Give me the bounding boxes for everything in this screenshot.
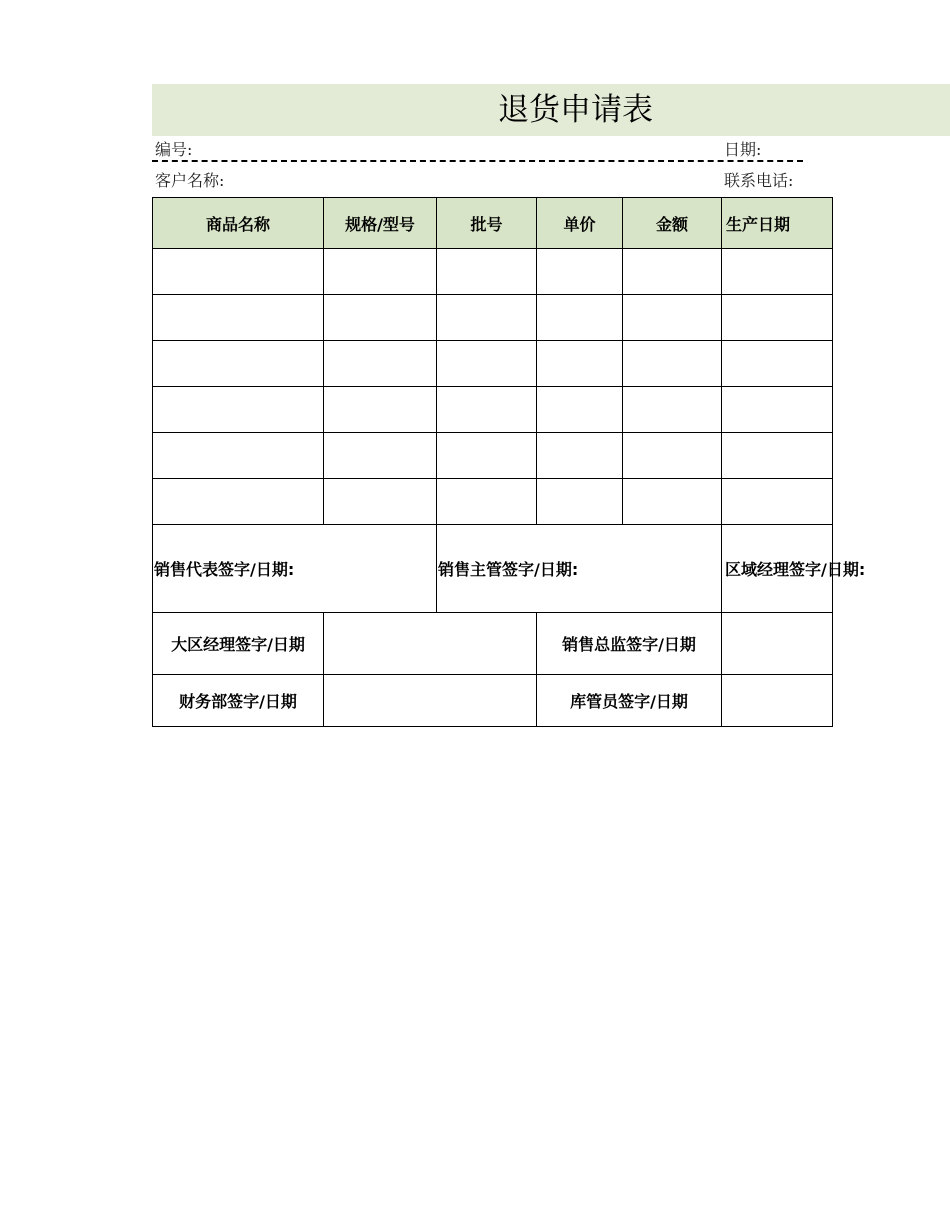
cell-spec-model[interactable] [324,387,437,433]
table-row [153,341,833,387]
district-manager-signature-field[interactable] [324,613,537,675]
cell-amount[interactable] [623,295,722,341]
return-form-table-container [152,197,866,732]
cell-production-date[interactable] [722,479,833,525]
finance-label: 财务部签字/日期 [153,675,324,727]
cell-batch-number[interactable] [437,433,537,479]
cell-spec-model[interactable] [324,433,437,479]
phone-label: 联系电话: [724,171,794,190]
cell-unit-price[interactable] [537,249,623,295]
cell-unit-price[interactable] [537,295,623,341]
cell-spec-model[interactable] [324,295,437,341]
cell-product-name[interactable] [153,249,324,295]
table-row [153,479,833,525]
customer-name-label: 客户名称: [155,171,225,190]
warehouse-label: 库管员签字/日期 [537,675,722,727]
date-label: 日期: [724,140,762,159]
cell-production-date[interactable] [722,433,833,479]
cell-product-name[interactable] [153,479,324,525]
cell-unit-price[interactable] [537,341,623,387]
cell-production-date[interactable] [722,387,833,433]
cell-production-date[interactable] [722,249,833,295]
table-row [153,249,833,295]
header-amount: 金额 [623,198,722,249]
finance-signature-field[interactable] [324,675,537,727]
signature-row-1 [153,525,833,613]
cell-amount[interactable] [623,249,722,295]
cell-product-name[interactable] [153,387,324,433]
return-items-table [152,197,866,727]
cell-spec-model[interactable] [324,249,437,295]
table-row [153,295,833,341]
signature-row-3 [153,675,833,727]
form-title: 退货申请表 [498,92,653,128]
header-product-name: 商品名称 [153,198,324,249]
district-manager-label: 大区经理签字/日期 [153,613,324,675]
signature-row-2 [153,613,833,675]
cell-product-name[interactable] [153,341,324,387]
cell-production-date[interactable] [722,341,833,387]
dashed-divider [152,160,803,162]
cell-amount[interactable] [623,433,722,479]
header-production-date: 生产日期 [722,198,833,249]
cell-amount[interactable] [623,387,722,433]
cell-amount[interactable] [623,341,722,387]
sales-director-signature-field[interactable] [722,613,833,675]
cell-unit-price[interactable] [537,479,623,525]
cell-unit-price[interactable] [537,387,623,433]
number-label: 编号: [155,140,193,159]
header-batch-number: 批号 [437,198,537,249]
cell-spec-model[interactable] [324,341,437,387]
cell-batch-number[interactable] [437,295,537,341]
cell-batch-number[interactable] [437,479,537,525]
cell-unit-price[interactable] [537,433,623,479]
regional-manager-signature[interactable]: 区域经理签字/日期: [722,525,833,613]
cell-spec-model[interactable] [324,479,437,525]
sales-rep-signature[interactable]: 销售代表签字/日期: [153,525,437,613]
cell-batch-number[interactable] [437,387,537,433]
cell-product-name[interactable] [153,295,324,341]
sales-supervisor-signature[interactable]: 销售主管签字/日期: [437,525,722,613]
cell-batch-number[interactable] [437,249,537,295]
table-row [153,387,833,433]
header-unit-price: 单价 [537,198,623,249]
cell-amount[interactable] [623,479,722,525]
sales-director-label: 销售总监签字/日期 [537,613,722,675]
header-spec-model: 规格/型号 [324,198,437,249]
table-header-row [153,198,833,249]
cell-product-name[interactable] [153,433,324,479]
warehouse-signature-field[interactable] [722,675,833,727]
cell-batch-number[interactable] [437,341,537,387]
table-row [153,433,833,479]
cell-production-date[interactable] [722,295,833,341]
